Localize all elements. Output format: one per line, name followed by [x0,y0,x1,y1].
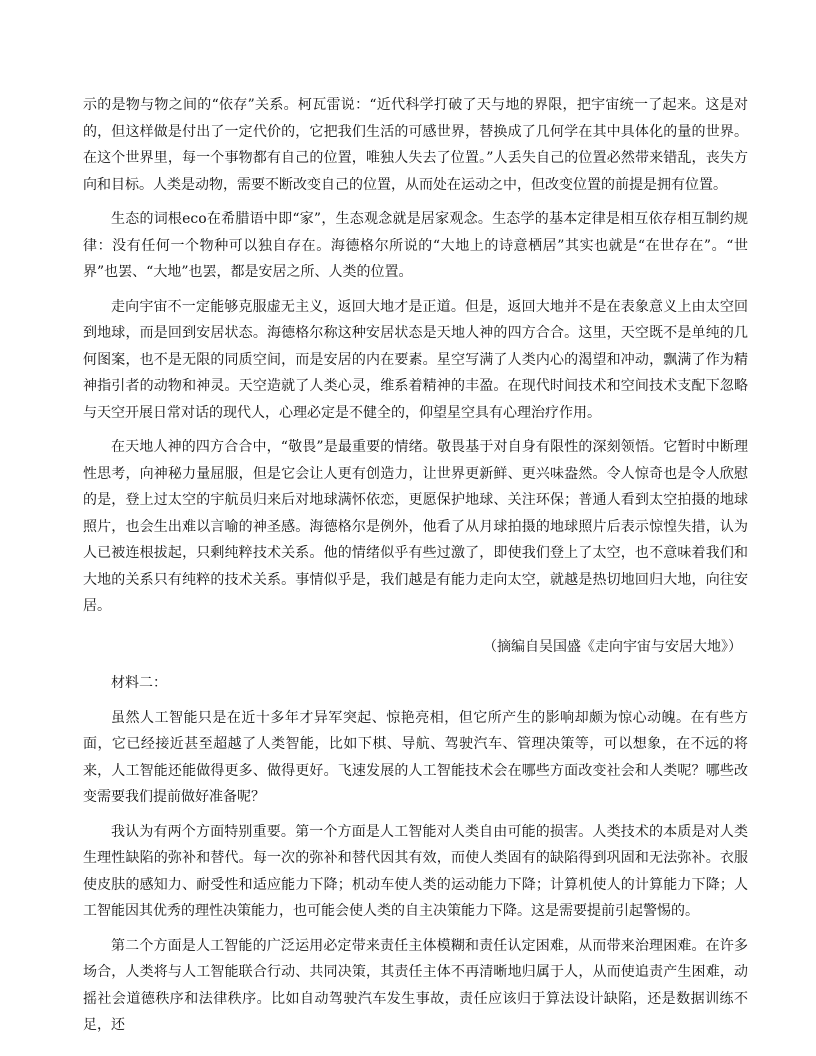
paragraph-4: 在天地人神的四方合合中，“敬畏”是最重要的情绪。敬畏基于对自身有限性的深刻领悟。它暂时中断理性思考，向神秘力量屈服，但是它会让人更有创造力，让世界更新鲜、更兴味盎然。令人惊奇也是令人欣慰的是，登上过太空的宇航员归来后对地球满怀依恋，更愿保护地球、关注环保；普通人看到太空拍摄的地球照片，也会生出难以言喻的神圣感。海德格尔是例外，他看了从月球拍摄的地球照片后表示惊惶失措，认为人已被连根拔起，只剩纯粹技术关系。他的情绪似乎有些过激了，即使我们登上了太空，也不意味着我们和大地的关系只有纯粹的技术关系。事情似乎是，我们越是有能力走向太空，就越是热切地回归大地，向往安居。 [83,439,748,614]
paragraph-7: 第二个方面是人工智能的广泛运用必定带来责任主体模糊和责任认定困难，从而带来治理困难。在许多场合，人类将与人工智能联合行动、共同决策，其责任主体不再清晰地归属于人，从而使追责产生困难，动摇社会道德秩序和法律秩序。比如自动驾驶汽车发生事故，责任应该归于算法设计缺陷，还是数据训练不足，还 [83,937,748,1033]
paragraph-1: 示的是物与物之间的“依存”关系。柯瓦雷说：“近代科学打破了天与地的界限，把宇宙统一了起来。这是对的，但这样做是付出了一定代价的，它把我们生活的可感世界，替换成了几何学在其中具体化的量的世界。在这个世界里，每一个事物都有自己的位置，唯独人失去了位置。”人丢失自己的位置必然带来错乱，丧失方向和目标。人类是动物，需要不断改变自己的位置，从而处在运动之中，但改变位置的前提是拥有位置。 [83,97,748,193]
paragraph-2: 生态的词根eco在希腊语中即“家”，生态观念就是居家观念。生态学的基本定律是相互依存相互制约规律：没有任何一个物种可以独自存在。海德格尔所说的“大地上的诗意栖居”其实也就是“在世存在”。“世界”也罢、“大地”也罢，都是安居之所、人类的位置。 [83,211,748,280]
paragraph-6: 我认为有两个方面特别重要。第一个方面是人工智能对人类自由可能的损害。人类技术的本质是对人类生理性缺陷的弥补和替代。每一次的弥补和替代因其有效，而使人类固有的缺陷得到巩固和无法弥补。衣服使皮肤的感知力、耐受性和适应能力下降；机动车使人类的运动能力下降；计算机使人的计算能力下降；人工智能因其优秀的理性决策能力，也可能会使人类的自主决策能力下降。这是需要提前引起警惕的。 [83,823,748,919]
section-heading: 材料二： [111,675,167,691]
citation: （摘编自吴国盛《走向宇宙与安居大地》） [483,638,742,655]
document-page [83,92,748,1039]
paragraph-3: 走向宇宙不一定能够克服虚无主义，返回大地才是正道。但是，返回大地并不是在表象意义上由太空回到地球，而是回到安居状态。海德格尔称这种安居状态是天地人神的四方合合。这里，天空既不是单纯的几何图案，也不是无限的同质空间，而是安居的内在要素。星空写满了人类内心的渴望和冲动，飘满了作为精神指引者的动物和神灵。天空造就了人类心灵，维系着精神的丰盈。在现代时间技术和空间技术支配下忽略与天空开展日常对话的现代人，心理必定是不健全的，仰望星空具有心理治疗作用。 [83,298,748,421]
paragraph-5: 虽然人工智能只是在近十多年才异军突起、惊艳亮相，但它所产生的影响却颇为惊心动魄。在有些方面，它已经接近甚至超越了人类智能，比如下棋、导航、驾驶汽车、管理决策等，可以想象，在不远的将来，人工智能还能做得更多、做得更好。飞速发展的人工智能技术会在哪些方面改变社会和人类呢？哪些改变需要我们提前做好准备呢？ [83,709,748,805]
